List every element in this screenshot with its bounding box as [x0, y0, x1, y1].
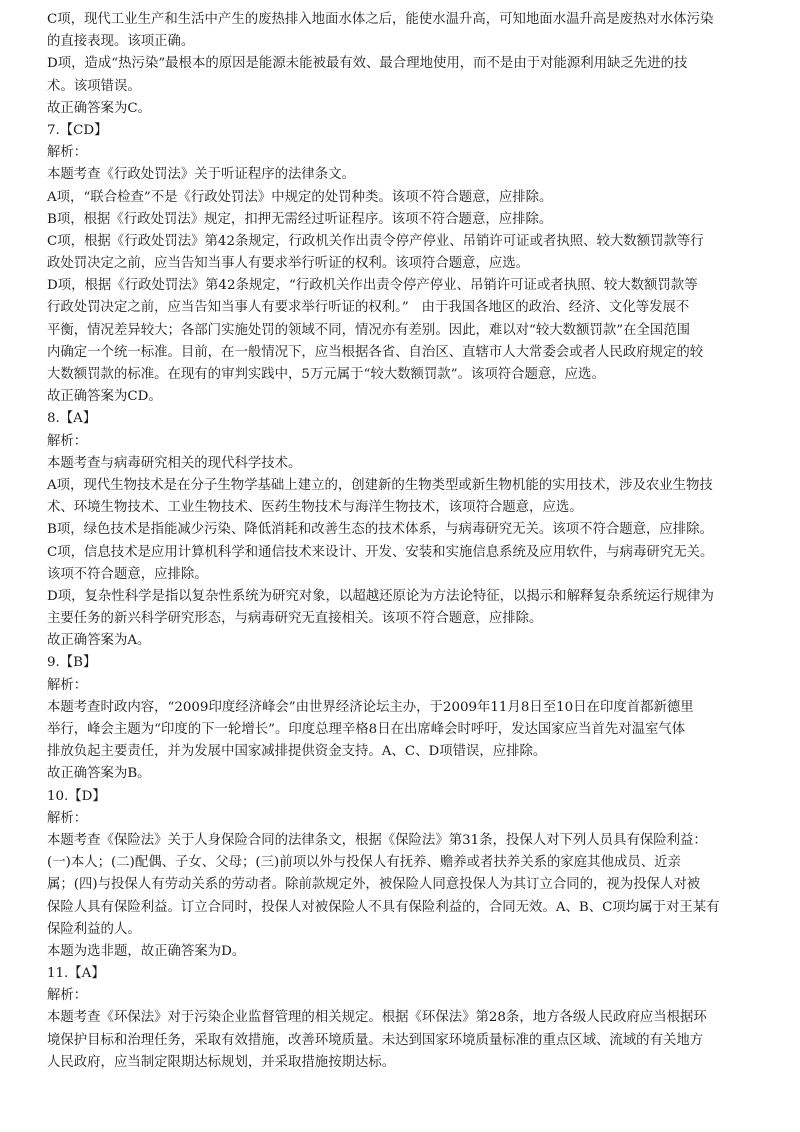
text-line: C项，信息技术是应用计算机科学和通信技术来设计、开发、安装和实施信息系统及应用软件，与病毒研究无关。	[47, 544, 714, 560]
text-line: 行政处罚决定之前，应当告知当事人有要求举行听证的权利。” 由于我国各地区的政治、经济、文化等发展不	[47, 300, 690, 316]
text-line: 的直接表现。该项正确。	[47, 34, 195, 50]
text-line: C项，现代工业生产和生活中产生的废热排入地面水体之后，能使水温升高，可知地面水温升高是废热对水体污染	[47, 12, 714, 27]
question-number: 10.【D】	[47, 788, 106, 804]
text-line: 术。该项错误。	[47, 78, 141, 94]
text-line: 保险人具有保险利益。订立合同时，投保人对被保险人不具有保险利益的，合同无效。A、B、C项均属于对王某有	[47, 899, 720, 915]
answer-line: 故正确答案为CD。	[47, 389, 162, 405]
text-line: 平衡，情况差异较大；各部门实施处罚的领域不同，情况亦有差别。因此，难以对“较大数额罚款”在全国范围	[47, 322, 691, 338]
answer-line: 故正确答案为A。	[47, 633, 151, 649]
answer-line: 故正确答案为B。	[47, 766, 151, 782]
text-line: 本题考查《保险法》关于人身保险合同的法律条文，根据《保险法》第31条，投保人对下列人员具有保险利益：	[47, 832, 707, 848]
text-line: 大数额罚款的标准。在现有的审判实践中，5万元属于“较大数额罚款”。该项符合题意，应选。	[47, 367, 605, 382]
question-number: 7.【CD】	[47, 122, 108, 138]
text-line: 内确定一个统一标准。目前，在一般情况下，应当根据各省、自治区、直辖市人大常委会或者人民政府规定的较	[47, 344, 704, 360]
text-line: 保险利益的人。	[47, 921, 141, 937]
text-line: 人民政府，应当制定限期达标规划，并采取措施按期达标。	[47, 1054, 396, 1070]
text-line: 属；(四)与投保人有劳动关系的劳动者。除前款规定外，被保险人同意投保人为其订立合同的，视为投保人对被	[47, 877, 701, 893]
text-line: 本题考查《环保法》对于污染企业监督管理的相关规定。根据《环保法》第28条，地方各级人民政府应当根据环	[47, 1010, 707, 1026]
text-line: (一)本人；(二)配偶、子女、父母；(三)前项以外与投保人有抚养、赡养或者扶养关系的家庭其他成员、近亲	[47, 855, 681, 871]
text-line: 术、环境生物技术、工业生物技术、医药生物技术与海洋生物技术，该项符合题意，应选。	[47, 500, 583, 516]
text-line: A项，现代生物技术是在分子生物学基础上建立的，创建新的生物类型或新生物机能的实用技术，涉及农业生物技	[47, 477, 713, 493]
text-line: 本题考查与病毒研究相关的现代科学技术。	[47, 455, 302, 471]
text-line: 举行，峰会主题为“印度的下一轮增长”。印度总理辛格8日在出席峰会时呼吁，发达国家应当首先对温室气体	[47, 722, 686, 737]
text-line: B项，绿色技术是指能减少污染、降低消耗和改善生态的技术体系，与病毒研究无关。该项不符合题意，应排除。	[47, 522, 713, 538]
text-line: 该项不符合题意，应排除。	[47, 566, 208, 582]
text-line: 本题考查《行政处罚法》关于听证程序的法律条文。	[47, 167, 355, 183]
text-line: 境保护目标和治理任务，采取有效措施，改善环境质量。未达到国家环境质量标准的重点区域、流域的有关地方	[47, 1032, 704, 1048]
analysis-label: 解析：	[47, 677, 88, 693]
text-line: C项，根据《行政处罚法》第42条规定，行政机关作出责令停产停业、吊销许可证或者执照、较大数额罚款等行	[47, 233, 704, 249]
text-line: 主要任务的新兴科学研究形态，与病毒研究无直接相关。该项不符合题意，应排除。	[47, 611, 543, 627]
analysis-label: 解析：	[47, 988, 88, 1004]
answer-line: 本题为选非题，故正确答案为D。	[47, 943, 246, 959]
analysis-label: 解析：	[47, 433, 88, 449]
analysis-label: 解析：	[47, 145, 88, 161]
text-line: A项，“联合检查”不是《行政处罚法》中规定的处罚种类。该项不符合题意，应排除。	[47, 189, 553, 205]
analysis-label: 解析：	[47, 810, 88, 826]
text-line: 排放负起主要责任，并为发展中国家减排提供资金支持。A、C、D项错误，应排除。	[47, 744, 547, 760]
text-line: 本题考查时政内容，“2009印度经济峰会”由世界经济论坛主办，于2009年11月8日至10日在印度首都新德里	[47, 699, 694, 715]
text-line: D项，复杂性科学是指以复杂性系统为研究对象，以超越还原论为方法论特征，以揭示和解释复杂系统运行规律为	[47, 588, 714, 604]
question-number: 11.【A】	[47, 966, 105, 982]
text-line: D项，造成“热污染”最根本的原因是能源未能被最有效、最合理地使用，而不是由于对能源利用缺乏先进的技	[47, 56, 688, 72]
text-line: 政处罚决定之前，应当告知当事人有要求举行听证的权利。该项符合题意，应选。	[47, 256, 530, 272]
question-number: 9.【B】	[47, 655, 97, 671]
text-line: B项，根据《行政处罚法》规定，扣押无需经过听证程序。该项不符合题意，应排除。	[47, 211, 553, 227]
text-line: D项，根据《行政处罚法》第42条规定，“行政机关作出责令停产停业、吊销许可证或者执照、较大数额罚款等	[47, 278, 698, 294]
answer-line: 故正确答案为C。	[47, 100, 151, 116]
question-number: 8.【A】	[47, 411, 97, 427]
